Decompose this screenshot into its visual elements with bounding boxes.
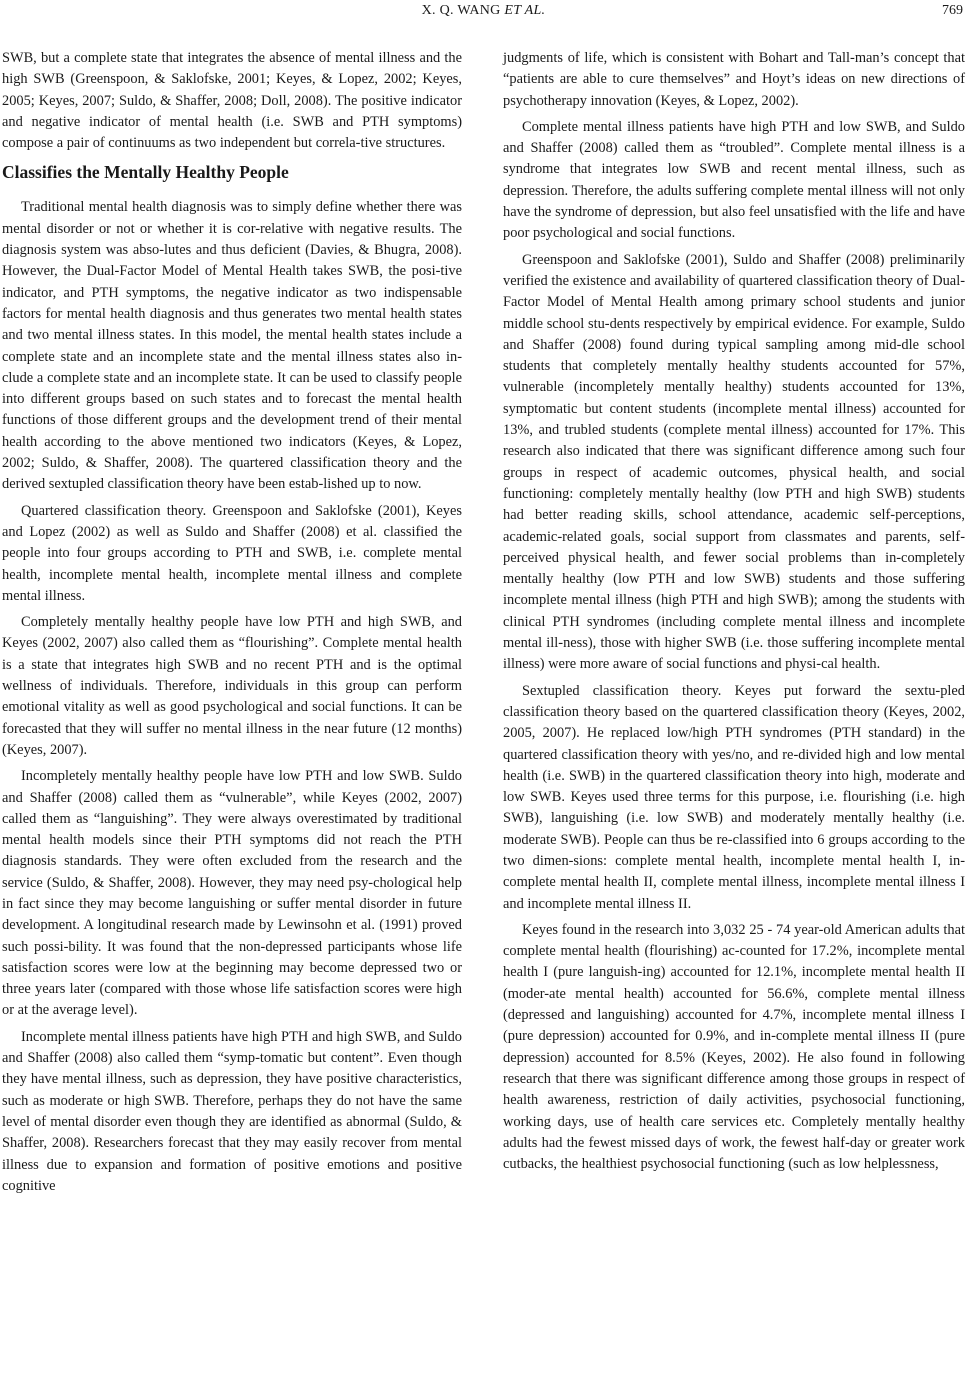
right-column xyxy=(503,48,965,1180)
paragraph: Completely mentally healthy people have low PTH and high SWB, and Keyes (2002, 2007) also called them as “flourishing”. Complete mental health is a state that integrates high SWB and no recent PTH and is the optimal wellness of individuals. Therefore, individuals in this group can perform emotional vitality as well as good psychological and social functions. It can be forecasted that they will suffer no mental illness in the near future (12 months) (Keyes, 2007). xyxy=(2,614,462,758)
section-heading: Classifies the Mentally Healthy People xyxy=(2,162,289,183)
running-head-etal: ET AL. xyxy=(504,3,546,18)
running-header xyxy=(0,0,967,26)
paragraph: judgments of life, which is consistent with Bohart and Tall-man’s concept that “patients are able to cure themselves” and Hoyt’s ideas on new directions of psychotherapy innovation (Keyes, & Lopez, 2002). xyxy=(503,50,965,109)
paragraph: Complete mental illness patients have high PTH and low SWB, and Suldo and Shaffer (2008) called them as “troubled”. Complete mental illness is a syndrome that integrates low SWB and recent mental illness, such as depression. Therefore, the adults suffering complete mental illness will not only have the syndrome of depression, but also feel unsatisfied with the life and have poor psychological and social functions. xyxy=(503,118,965,242)
left-column xyxy=(2,48,462,1202)
paragraph: SWB, but a complete state that integrates the absence of mental illness and the high SWB (Greenspoon, & Saklofske, 2001; Keyes, & Lopez, 2002; Keyes, 2005; Keyes, 2007; Suldo, & Shaffer, 2008; Doll, 2008). The positive indicator and negative indicator of mental health (i.e. SWB and PTH symptoms) compose a pair of continuums as two independent but correla-tive structures. xyxy=(2,50,462,152)
running-head xyxy=(0,3,967,19)
paragraph: Traditional mental health diagnosis was to simply define whether there was mental disorder or not or whether it is cor-relative with negative results. The diagnosis system was abso-lutes and thus deficient (Davies, & Bhugra, 2008). However, the Dual-Factor Model of Mental Health takes SWB, the posi-tive indicator, and PTH symptoms, the negative indicator as two indispensable factors for mental health diagnosis and thus generates two mental health states and two mental illness states. In this model, the mental health states include a complete state and an incomplete state and the mental illness states also in-clude a complete state and an incomplete state. It can be used to classify people into different groups based on such states and to forecast the mental health functions of those different groups and the development trend of their mental health according to the above mentioned two indicators (Keyes, & Lopez, 2002; Suldo, & Shaffer, 2008). The quartered classification theory and the derived sextupled classification theory have been estab-lished up to now. xyxy=(2,199,462,493)
paragraph: Keyes found in the research into 3,032 25 - 74 year-old American adults that complete mental health (flourishing) ac-counted for 17.2%, incomplete mental health I (pure languish-ing) accounted for 12.1%, incomplete mental health II (moder-ate mental health) accounted for 56.6%, complete mental illness (depressed and languishing) accounted for 4.7%, incomplete mental illness I (pure depression) accounted for 0.9%, and in-complete mental illness II (pure depression) accounted for 8.5% (Keyes, 2002). He also found in following research that there was significant difference among those groups in respect of health awareness, restriction of daily activities, psychosocial functioning, working days, use of health care services etc. Completely mentally healthy adults had the fewest missed days of work, the fewest half-day or greater work cutbacks, the healthiest psychosocial functioning (such as low helplessness, xyxy=(503,921,965,1173)
paragraph: Incomplete mental illness patients have high PTH and high SWB, and Suldo and Shaffer (2008) also called them “symp-tomatic but content”. Even though they have mental illness, such as depression, they have positive characteristics, such as moderate or high SWB. Therefore, perhaps they do not have the same level of mental disorder even though they are identified as abnormal (Suldo, & Shaffer, 2008). Researchers forecast that they may easily recover from mental illness due to expansion and formation of positive emotions and positive cognitive xyxy=(2,1028,462,1194)
paragraph: Greenspoon and Saklofske (2001), Suldo and Shaffer (2008) preliminarily verified the existence and availability of quartered classification theory of Dual-Factor Model of Mental Health among primary school students and junior middle school stu-dents respectively by empirical evidence. For example, Suldo and Shaffer (2008) found during typical sampling among mid-dle school students that completely mentally healthy students accounted for 57%, vulnerable (incompletely mentally healthy) students accounted for 13%, symptomatic but content students (incomplete mental illness) accounted for 13%, and trubled students (complete mental illness) accounted for 17%. This research also indicated that there was significant difference among such four groups in respect of academic outcomes, physical health, and social functioning: completely mentally healthy (low PTH and high SWB) students had better reading skills, school attendance, academic self-perceptions, academic-related goals, social support from classmates and parents, self-perceived physical health, and fewer social problems than in-completely mentally healthy (low PTH and low SWB) students and those suffering incomplete mental illness (high PTH and high SWB); among the students with clinical PTH syndromes (including complete mental illness and incomplete mental ill-ness), those with higher SWB (i.e. those suffering incomplete mental illness) were more aware of social functions and physi-cal health. xyxy=(503,251,965,673)
paragraph: Quartered classification theory. Greenspoon and Saklofske (2001), Keyes and Lopez (2002) as well as Suldo and Shaffer (2008) et al. classified the people into four groups according to PTH and SWB, i.e. complete mental health, incomplete mental health, incomplete mental illness and complete mental illness. xyxy=(2,502,462,604)
paragraph: Sextupled classification theory. Keyes put forward the sextu-pled classification theory based on the quartered classification theory (Keyes, 2002, 2005, 2007). He replaced low/high PTH syndromes (PTH standard) in the quartered classification theory with yes/no, and re-divided high and low mental health (i.e. SWB) in the quartered classification theory into high, moderate and low SWB. Keyes used three terms for this purpose, i.e. flourishing (i.e. high SWB), languishing (i.e. low SWB) and moderately mentally healthy (i.e. moderate SWB). People can thus be re-classified into 6 groups according to the two dimen-sions: complete mental health, incomplete mental health I, in-complete mental health II, complete mental illness, incomplete mental illness I and incomplete mental illness II. xyxy=(503,682,965,912)
running-head-authors: X. Q. WANG xyxy=(421,3,501,18)
paragraph: Incompletely mentally healthy people have low PTH and low SWB. Suldo and Shaffer (2008) called them as “vulnerable”, while Keyes (2002, 2007) called them as “languishing”. They were always overestimated by traditional mental health models since their PTH symptoms did not reach the PTH diagnosis standards. They were often excluded from the research and the service (Suldo, & Shaffer, 2008). However, they may need psy-chological help in fact since they may become languishing or suffer mental disorder in future development. A longitudinal research made by Lewinsohn et al. (1991) proved such possi-bility. It was found that the non-depressed participants whose life satisfaction scores were low at the beginning may become depressed two or three years later (compared with those whose life satisfaction scores were high or at the average level). xyxy=(2,768,462,1019)
page-number: 769 xyxy=(942,3,963,18)
